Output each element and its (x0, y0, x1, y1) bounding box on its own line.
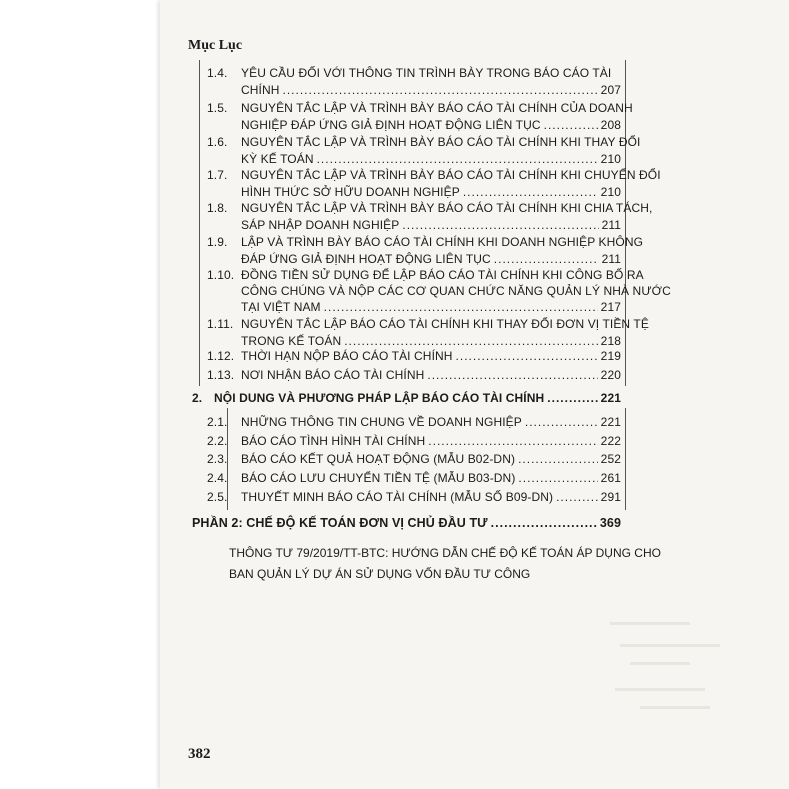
entry-number: 1.10. (207, 268, 235, 282)
entry-page: 222 (600, 434, 621, 448)
entry-number: 1.7. (207, 168, 228, 182)
page-header: Mục Lục (188, 38, 243, 53)
entry-title-line: ĐỒNG TIỀN SỬ DỤNG ĐỂ LẬP BÁO CÁO TÀI CHÍNH KHI CÔNG BỐ RA (241, 268, 644, 282)
entry-number: 2.2. (207, 434, 228, 448)
entry-title-last: BÁO CÁO TÌNH HÌNH TÀI CHÍNH (241, 434, 426, 448)
leader-dots (324, 300, 598, 314)
entry-title-last: HÌNH THỨC SỞ HỮU DOANH NGHIỆP (241, 185, 460, 199)
section-title: NỘI DUNG VÀ PHƯƠNG PHÁP LẬP BÁO CÁO TÀI CHÍNH (214, 391, 545, 405)
leader-dots (402, 218, 598, 232)
entry-title-line: NGUYÊN TẮC LẬP VÀ TRÌNH BÀY BÁO CÁO TÀI CHÍNH KHI CHIA TÁCH, (241, 201, 653, 215)
entry-title-line: YÊU CẦU ĐỐI VỚI THÔNG TIN TRÌNH BÀY TRONG BÁO CÁO TÀI (241, 66, 612, 80)
entry-number: 2.3. (207, 452, 228, 466)
entry-title-last: NHỮNG THÔNG TIN CHUNG VỀ DOANH NGHIỆP (241, 415, 522, 429)
leader-dots (518, 471, 597, 485)
part-title: PHẦN 2: CHẾ ĐỘ KẾ TOÁN ĐƠN VỊ CHỦ ĐẦU TƯ (192, 516, 488, 530)
entry-number: 1.4. (207, 66, 228, 80)
leader-dots (547, 391, 597, 405)
entry-number: 1.11. (207, 317, 234, 331)
leader-dots (317, 152, 598, 166)
entry-title-last: TRONG KẾ TOÁN (241, 334, 342, 348)
entry-title-last: NƠI NHẬN BÁO CÁO TÀI CHÍNH (241, 368, 425, 382)
bleed-through-mark (620, 644, 720, 647)
entry-page: 219 (600, 349, 621, 363)
entry-title-last: NGHIỆP ĐÁP ỨNG GIẢ ĐỊNH HOẠT ĐỘNG LIÊN TỤC (241, 118, 541, 132)
part-page: 369 (599, 516, 621, 530)
entry-page: 291 (600, 490, 621, 504)
entry-number: 2.4. (207, 471, 228, 485)
circular-note-line-1: THÔNG TƯ 79/2019/TT-BTC: HƯỚNG DẪN CHẾ ĐỘ KẾ TOÁN ÁP DỤNG CHO (229, 546, 661, 560)
entry-page: 210 (600, 152, 621, 166)
leader-dots (463, 185, 598, 199)
leader-dots (427, 368, 597, 382)
entry-page: 218 (600, 334, 621, 348)
bleed-through-mark (630, 662, 690, 665)
entry-title-last: THỜI HẠN NỘP BÁO CÁO TÀI CHÍNH (241, 349, 453, 363)
entry-page: 211 (601, 252, 621, 266)
section-number: 2. (192, 391, 203, 405)
entry-number: 1.12. (207, 349, 235, 363)
bleed-through-mark (615, 688, 705, 691)
entry-number: 2.1. (207, 415, 228, 429)
entry-title-last: BÁO CÁO KẾT QUẢ HOẠT ĐỘNG (MẪU B02-DN) (241, 452, 516, 466)
entry-number: 1.9. (207, 235, 228, 249)
leader-dots (544, 118, 598, 132)
bleed-through-mark (640, 706, 710, 709)
entry-title-line: NGUYÊN TẮC LẬP BÁO CÁO TÀI CHÍNH KHI THAY ĐỔI ĐƠN VỊ TIỀN TỆ (241, 317, 649, 331)
entry-page: 211 (601, 218, 621, 232)
entry-title-last: THUYẾT MINH BÁO CÁO TÀI CHÍNH (MẪU SỐ B09-DN) (241, 490, 554, 504)
leader-dots (494, 252, 599, 266)
entry-page: 220 (600, 368, 621, 382)
entry-title-last: ĐÁP ỨNG GIẢ ĐỊNH HOẠT ĐỘNG LIÊN TỤC (241, 252, 491, 266)
page-number: 382 (188, 746, 211, 762)
circular-note-line-2: BAN QUẢN LÝ DỰ ÁN SỬ DỤNG VỐN ĐẦU TƯ CÔNG (229, 567, 531, 581)
entry-title-last: CHÍNH (241, 83, 280, 97)
entry-title-last: TẠI VIỆT NAM (241, 300, 321, 314)
entry-page: 208 (600, 118, 621, 132)
leader-dots (283, 83, 598, 97)
entry-page: 217 (600, 300, 621, 314)
bleed-through-mark (610, 622, 690, 625)
entry-title-line: LẬP VÀ TRÌNH BÀY BÁO CÁO TÀI CHÍNH KHI DOANH NGHIỆP KHÔNG (241, 235, 644, 249)
entry-page: 210 (600, 185, 621, 199)
leader-dots (344, 334, 597, 348)
entry-title-line: CÔNG CHÚNG VÀ NỘP CÁC CƠ QUAN CHỨC NĂNG QUẢN LÝ NHÀ NƯỚC (241, 284, 671, 298)
entry-title-last: BÁO CÁO LƯU CHUYỂN TIỀN TỆ (MẪU B03-DN) (241, 471, 516, 485)
entry-number: 1.13. (207, 368, 235, 382)
toc-right-rule-2 (625, 408, 626, 510)
entry-number: 1.5. (207, 101, 228, 115)
leader-dots (518, 452, 598, 466)
toc-left-rule (199, 60, 200, 386)
entry-page: 261 (600, 471, 621, 485)
leader-dots (556, 490, 598, 504)
entry-number: 1.6. (207, 135, 228, 149)
entry-page: 207 (600, 83, 621, 97)
leader-dots (491, 516, 597, 530)
entry-title-line: NGUYÊN TẮC LẬP VÀ TRÌNH BÀY BÁO CÁO TÀI CHÍNH KHI CHUYỂN ĐỔI (241, 168, 661, 182)
entry-number: 2.5. (207, 490, 228, 504)
entry-page: 221 (600, 415, 621, 429)
section-page: 221 (600, 391, 621, 405)
leader-dots (428, 434, 597, 448)
entry-number: 1.8. (207, 201, 228, 215)
entry-title-last: KỲ KẾ TOÁN (241, 152, 314, 166)
entry-page: 252 (600, 452, 621, 466)
entry-title-line: NGUYÊN TẮC LẬP VÀ TRÌNH BÀY BÁO CÁO TÀI CHÍNH CỦA DOANH (241, 101, 633, 115)
leader-dots (525, 415, 598, 429)
entry-title-line: NGUYÊN TẮC LẬP VÀ TRÌNH BÀY BÁO CÁO TÀI CHÍNH KHI THAY ĐỔI (241, 135, 641, 149)
leader-dots (456, 349, 598, 363)
entry-title-last: SÁP NHẬP DOANH NGHIỆP (241, 218, 400, 232)
